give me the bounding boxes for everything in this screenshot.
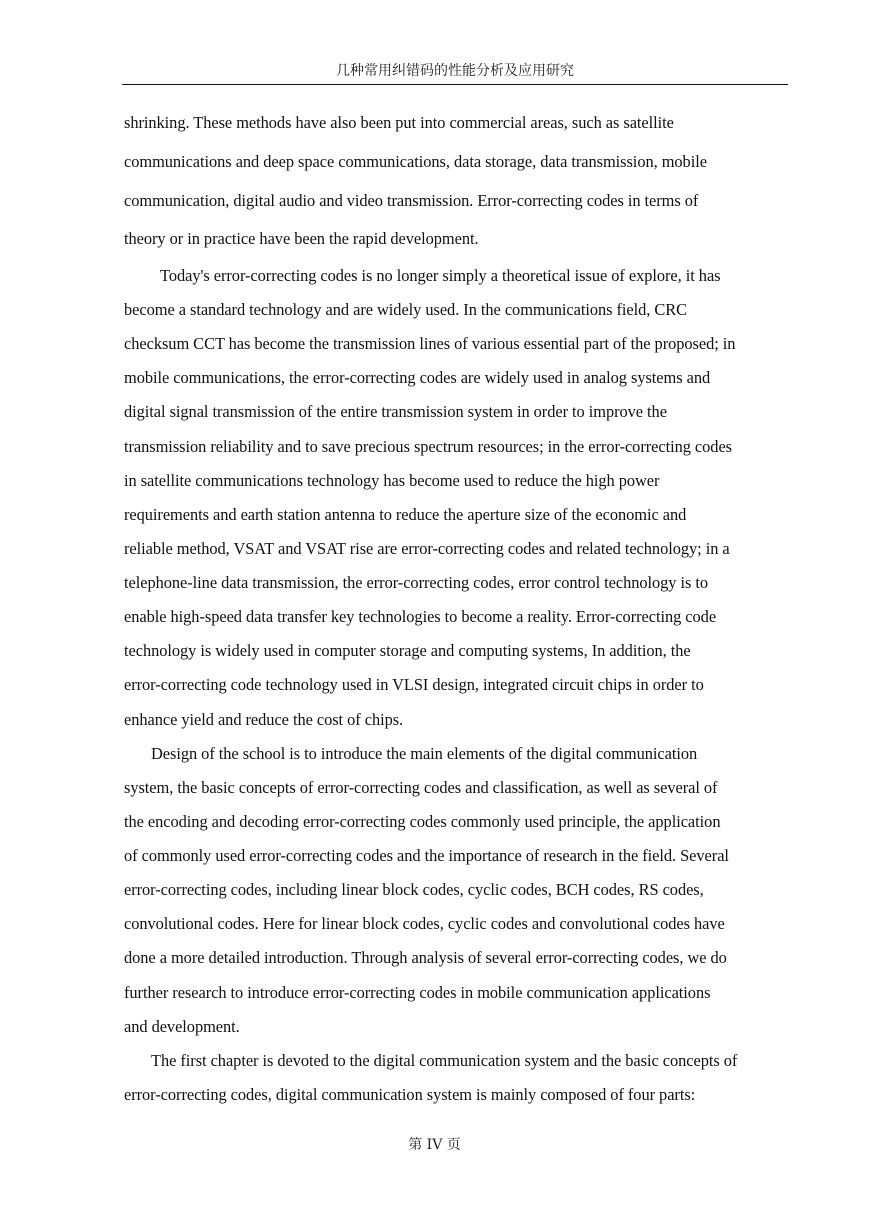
page-footer (0, 1134, 869, 1154)
text-line: checksum CCT has become the transmission lines of various essential part of the proposed; in (124, 334, 736, 353)
paragraph-first-line: Today's error-correcting codes is no longer simply a theoretical issue of explore, it has (160, 266, 721, 285)
text-line: in satellite communications technology has become used to reduce the high power (124, 471, 660, 490)
header-title: 几种常用纠错码的性能分析及应用研究 (336, 63, 574, 79)
text-line: system, the basic concepts of error-correcting codes and classification, as well as several of (124, 778, 718, 797)
text-line: of commonly used error-correcting codes and the importance of research in the field. Several (124, 846, 729, 865)
page-number: 第 IV 页 (408, 1137, 461, 1153)
text-line: enable high-speed data transfer key technologies to become a reality. Error-correcting code (124, 607, 717, 626)
text-line: mobile communications, the error-correcting codes are widely used in analog systems and (124, 368, 711, 387)
text-line: error-correcting codes, digital communication system is mainly composed of four parts: (124, 1085, 696, 1104)
text-line: convolutional codes. Here for linear block codes, cyclic codes and convolutional codes have (124, 914, 725, 933)
text-line: theory or in practice have been the rapid development. (124, 229, 479, 248)
text-line: the encoding and decoding error-correcting codes commonly used principle, the application (124, 812, 721, 831)
text-line: reliable method, VSAT and VSAT rise are error-correcting codes and related technology; in a (124, 539, 730, 558)
text-line: telephone-line data transmission, the error-correcting codes, error control technology is to (124, 573, 709, 592)
paragraph-first-line: The first chapter is devoted to the digital communication system and the basic concepts of (151, 1051, 738, 1070)
text-line: communication, digital audio and video transmission. Error-correcting codes in terms of (124, 191, 699, 210)
text-line: and development. (124, 1017, 240, 1036)
text-line: error-correcting code technology used in VLSI design, integrated circuit chips in order to (124, 675, 704, 694)
page-header (122, 60, 788, 85)
text-line: become a standard technology and are widely used. In the communications field, CRC (124, 300, 688, 319)
text-line: digital signal transmission of the entire transmission system in order to improve the (124, 402, 667, 421)
text-line: requirements and earth station antenna to reduce the aperture size of the economic and (124, 505, 687, 524)
text-line: further research to introduce error-correcting codes in mobile communication applications (124, 983, 711, 1002)
text-line: error-correcting codes, including linear block codes, cyclic codes, BCH codes, RS codes, (124, 880, 704, 899)
text-line: technology is widely used in computer storage and computing systems, In addition, the (124, 641, 691, 660)
text-line: communications and deep space communications, data storage, data transmission, mobile (124, 152, 707, 171)
text-line: enhance yield and reduce the cost of chips. (124, 710, 404, 729)
text-line: shrinking. These methods have also been put into commercial areas, such as satellite (124, 113, 674, 132)
text-line: transmission reliability and to save precious spectrum resources; in the error-correcting codes (124, 437, 733, 456)
text-line: done a more detailed introduction. Through analysis of several error-correcting codes, we do (124, 948, 727, 967)
paragraph-first-line: Design of the school is to introduce the main elements of the digital communication (151, 744, 698, 763)
